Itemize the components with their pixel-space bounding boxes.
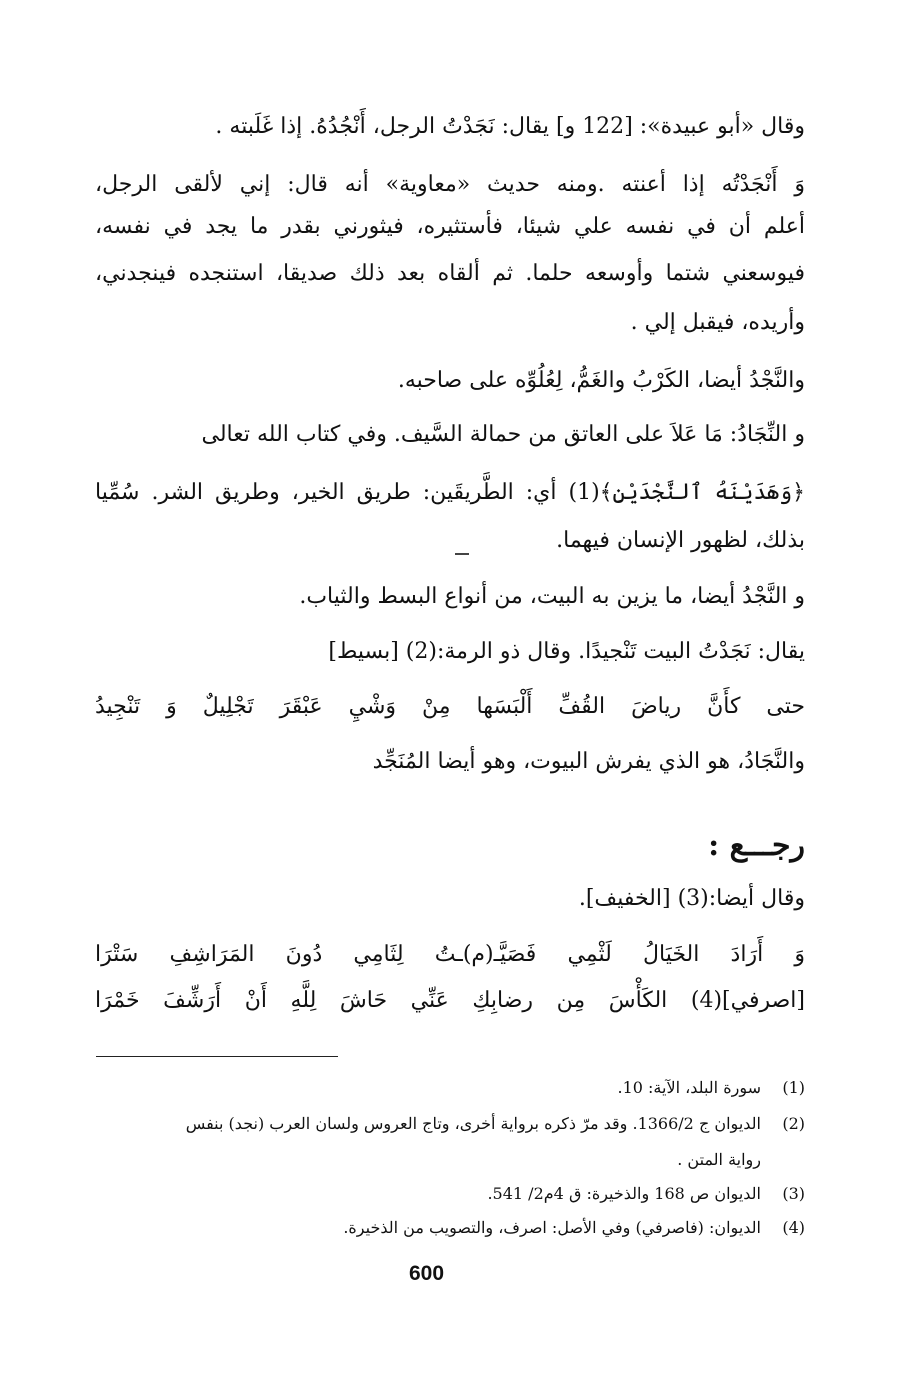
verse-line: وَ أَرَادَ الخَيَالُ لَثْمِي فَصَيَّـ(م)ـتُ لِثَامِي دُونَ المَرَاشِفِ سَتْرَا — [95, 942, 805, 967]
footnote-number: (1) — [782, 1078, 805, 1097]
body-line: و النَّجْدُ أيضا، ما يزين به البيت، من أنواع البسط والثياب. — [299, 584, 805, 609]
footnote-divider — [96, 1056, 338, 1057]
footnote-text: رواية المتن . — [677, 1150, 761, 1169]
page-number: 600 — [408, 1262, 445, 1285]
body-line: وقال «أبو عبيدة»: [122 و] يقال: نَجَدْتُ الرجل، أَنْجُدُهُ. إذا غَلَبته . — [215, 114, 805, 139]
footnote-text: الديوان: (فاصرفي) وفي الأصل: اصرف، والتصويب من الذخيرة. — [343, 1218, 761, 1237]
body-line: و النِّجَادُ: مَا عَلاَ على العاتق من حمالة السَّيف. وفي كتاب الله تعالى — [201, 422, 805, 447]
footnote-text: سورة البلد، الآية: 10. — [617, 1078, 761, 1097]
body-line: وقال أيضا:(3) [الخفيف]. — [578, 886, 805, 911]
footnote-text: الديوان ج 1366/2. وقد مرّ ذكره برواية أخرى، وتاج العروس ولسان العرب (نجد) بنفس — [185, 1114, 761, 1133]
section-heading: رجـــع : — [708, 828, 805, 863]
footnote-text: الديوان ص 168 والذخيرة: ق 4م2/ 541. — [487, 1184, 761, 1203]
ink-mark — [455, 553, 469, 555]
body-line: ﴿وَهَدَيْنَهُ ٱلنَّجْدَيْنِ﴾(1) أي: الطَّريقَين: طريق الخير، وطريق الشر. سُمِّيا — [95, 480, 806, 505]
body-line: يقال: نَجَدْتُ البيت تَنْجيدًا. وقال ذو الرمة:(2) [بسيط] — [328, 639, 805, 664]
body-line: وَ أَنْجَدْتُه إذا أعنته .ومنه حديث «معاوية» أنه قال: إني لألقى الرجل، — [95, 172, 805, 197]
body-line: أعلم أن في نفسه علي شيئا، فأستثيره، فيثورني بقدر ما يجد في نفسه، — [95, 214, 805, 239]
body-line: وأريده، فيقبل إلي . — [630, 310, 805, 335]
body-line: والنَّجْدُ أيضا، الكَرْبُ والغَمُّ، لِعُلُوِّه على صاحبه. — [397, 368, 805, 393]
body-line: والنَّجَادُ، هو الذي يفرش البيوت، وهو أيضا المُنَجِّد — [372, 749, 805, 774]
body-line: فيوسعني شتما وأوسعه حلما. ثم ألقاه بعد ذلك صديقا، استنجده فينجدني، — [95, 261, 805, 286]
footnote-number: (4) — [782, 1218, 805, 1237]
footnote-number: (2) — [782, 1114, 805, 1133]
body-line: بذلك، لظهور الإنسان فيهما. — [556, 528, 805, 553]
footnote-number: (3) — [782, 1184, 805, 1203]
verse-line: حتى كأَنَّ رياضَ القُفِّ أَلْبَسَها مِنْ وَشْيِ عَبْقَرَ تَجْلِيلٌ وَ تَنْجِيدُ — [95, 694, 805, 719]
verse-line: [اصرفي](4) الكَأْسَ مِن رضابِكِ عَنِّي حَاشَ لِلَّهِ أَنْ أَرَشِّفَ خَمْرَا — [95, 988, 805, 1013]
